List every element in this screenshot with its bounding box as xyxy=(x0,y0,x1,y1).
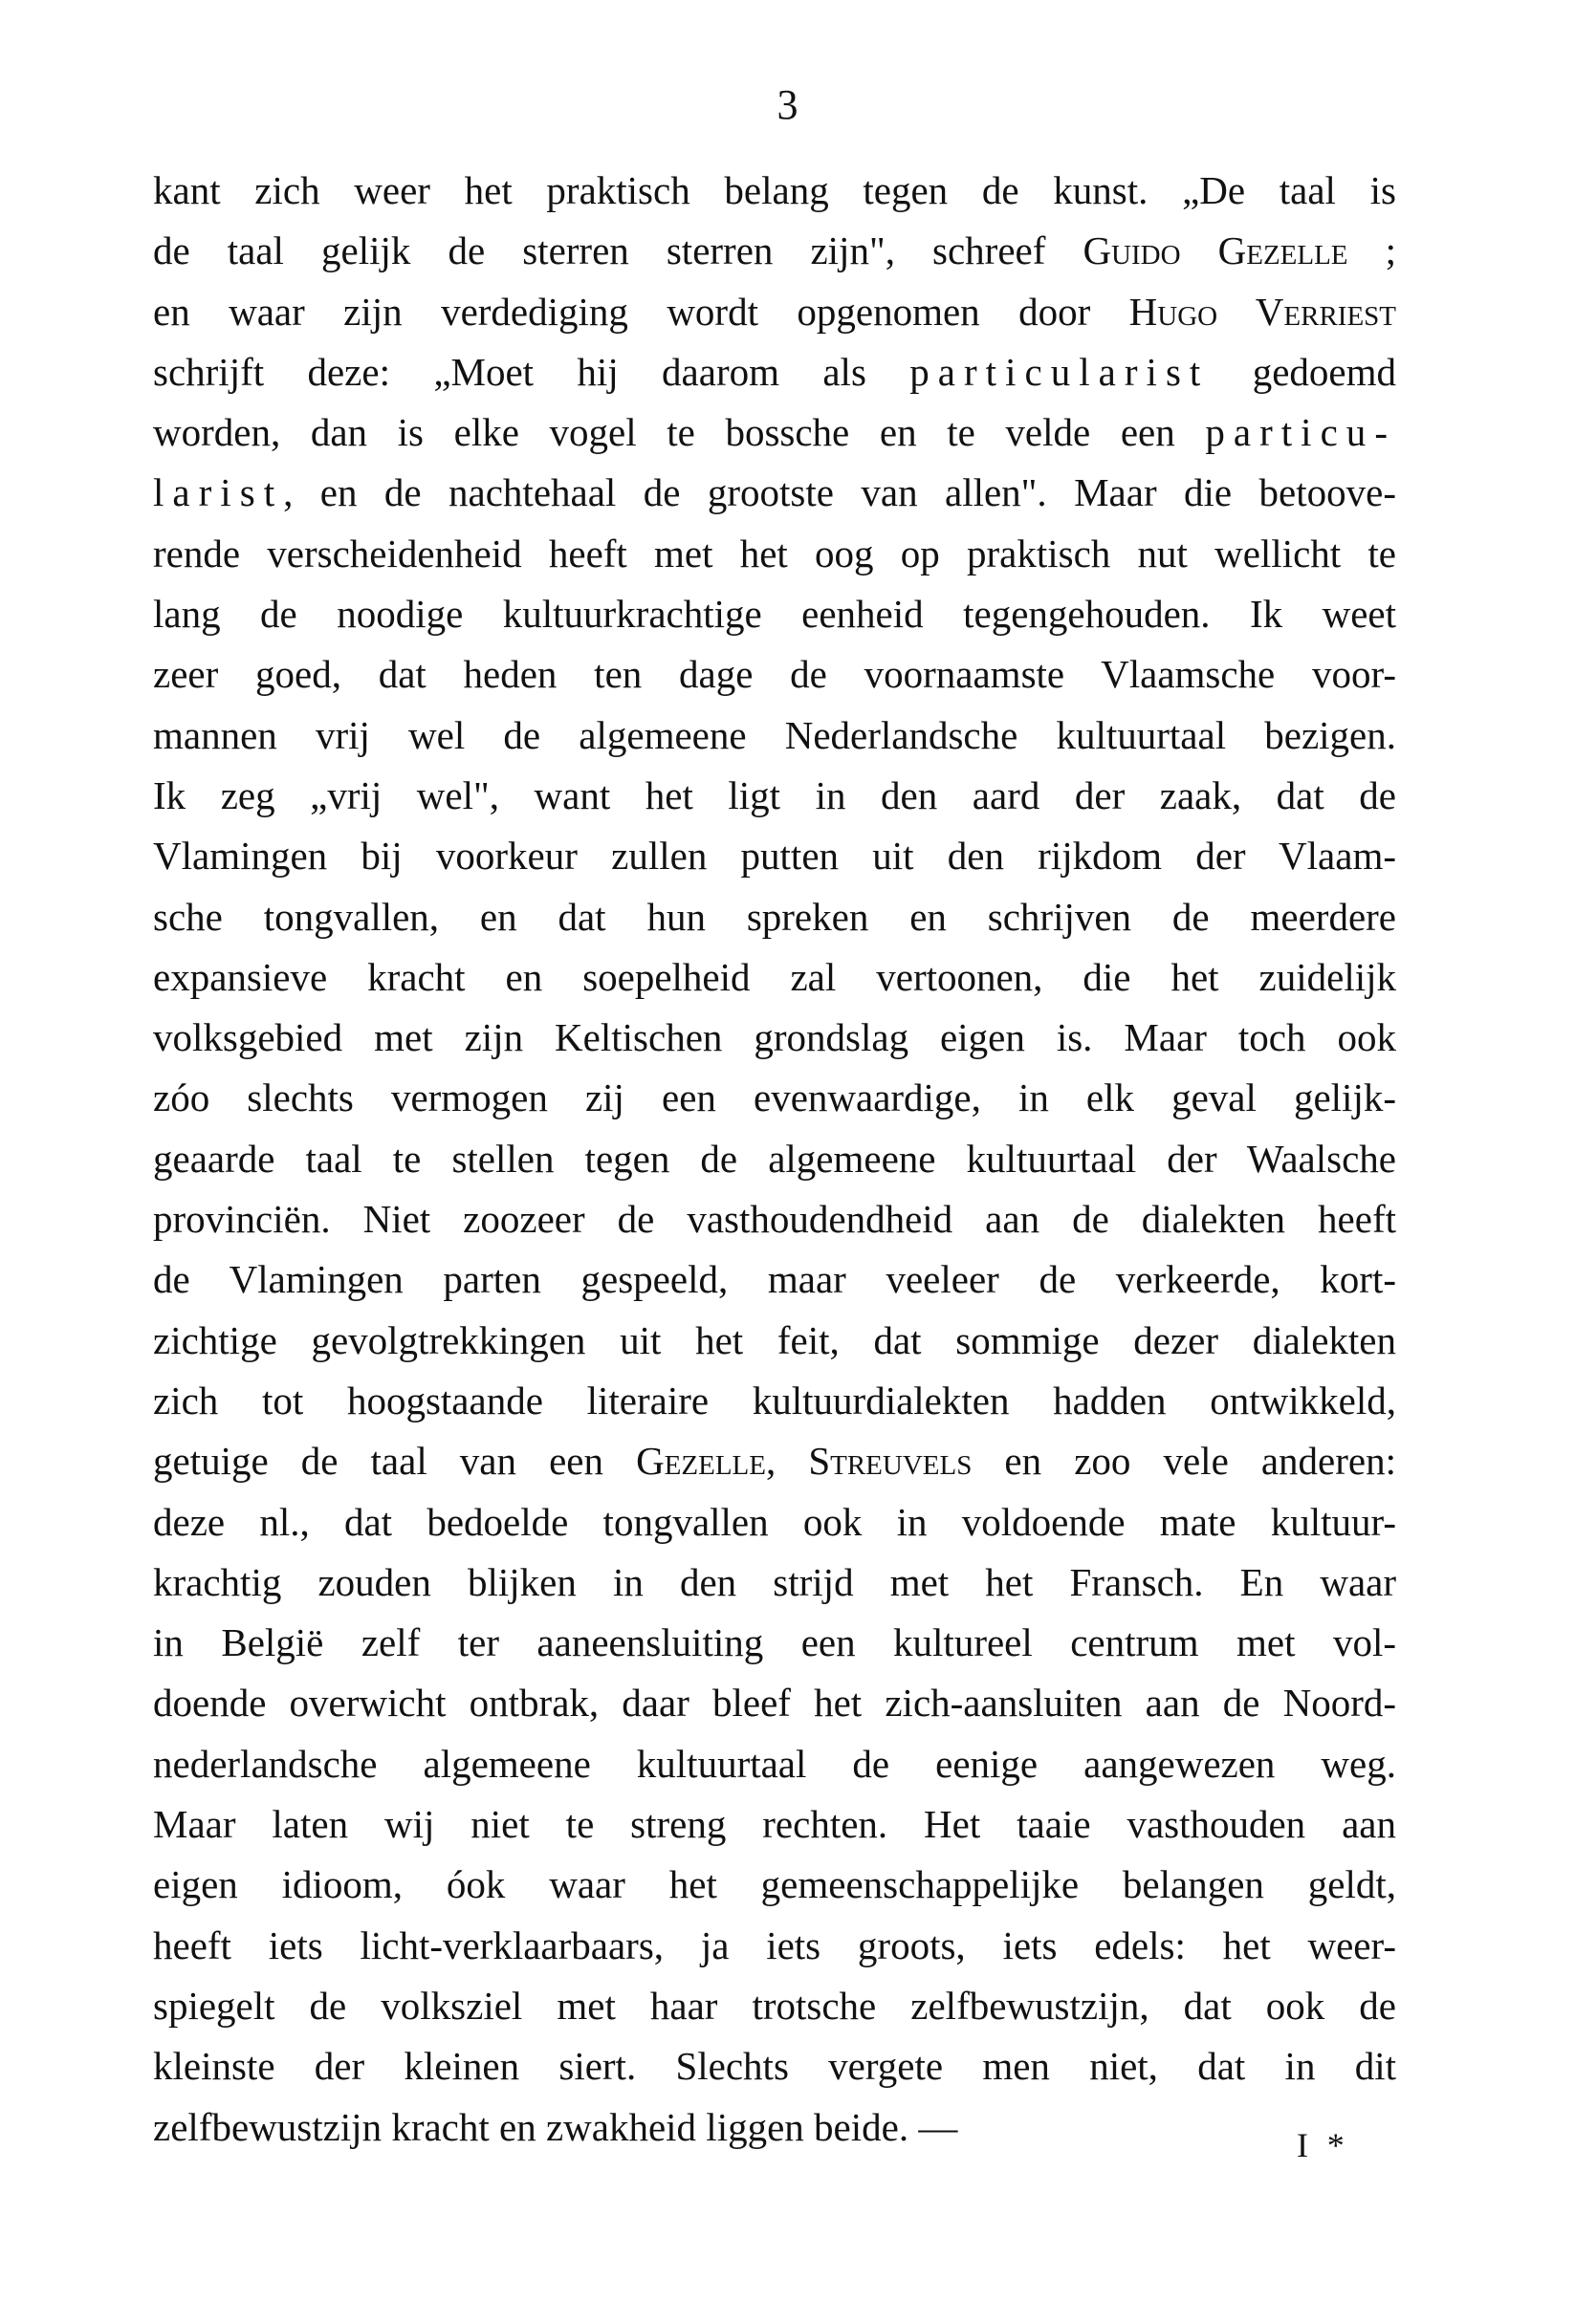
text-line xyxy=(153,887,1396,947)
text-segment: worden, dan is elke vogel te bossche en te velde een xyxy=(153,410,1206,455)
text-line xyxy=(153,1311,1396,1371)
text-line xyxy=(153,282,1396,342)
small-caps-name: Guido Gezelle xyxy=(1083,228,1348,273)
text-line xyxy=(153,1673,1396,1733)
text-segment: getuige de taal van een xyxy=(153,1439,637,1484)
text-segment: nederlandsche algemeene kultuurtaal de eenige aangewezen weg. xyxy=(153,1741,1396,1786)
text-line xyxy=(153,1492,1396,1553)
body-text xyxy=(153,161,1396,2158)
text-segment: provinciën. Niet zoozeer de vasthoudendheid aan de dialekten heeft xyxy=(153,1197,1396,1242)
signature-mark: I * xyxy=(1297,2126,1350,2164)
text-line xyxy=(153,1189,1396,1249)
text-line xyxy=(153,644,1396,705)
text-segment: , en de nachtehaal de grootste van allen". Maar die betoove- xyxy=(283,470,1396,515)
text-line xyxy=(153,1249,1396,1310)
text-line xyxy=(153,706,1396,766)
text-line xyxy=(153,766,1396,826)
text-segment: lang de noodige kultuurkrachtige eenheid tegengehouden. Ik weet xyxy=(153,592,1396,637)
text-segment: eigen idioom, óok waar het gemeenschappelijke belangen geldt, xyxy=(153,1862,1396,1907)
text-segment: krachtig zouden blijken in den strijd met het Fransch. En waar xyxy=(153,1559,1396,1604)
text-segment: de taal gelijk de sterren sterren zijn", schreef xyxy=(153,228,1083,273)
spaced-emphasis: particu- xyxy=(1205,410,1396,455)
text-segment: heeft iets licht-verklaarbaars, ja iets groots, iets edels: het weer- xyxy=(153,1922,1396,1967)
text-segment: gedoemd xyxy=(1209,349,1396,394)
page-number: 3 xyxy=(777,81,798,128)
text-line xyxy=(153,1855,1396,1915)
text-segment: zeer goed, dat heden ten dage de voornaamste Vlaamsche voor- xyxy=(153,652,1396,697)
text-line xyxy=(153,2097,1396,2158)
small-caps-name: Hugo Verriest xyxy=(1128,289,1397,334)
text-segment: sche tongvallen, en dat hun spreken en schrijven de meerdere xyxy=(153,894,1396,939)
text-line xyxy=(153,947,1396,1008)
text-line xyxy=(153,1068,1396,1128)
text-segment: expansieve kracht en soepelheid zal vertoonen, die het zuidelijk xyxy=(153,954,1396,999)
text-line xyxy=(153,584,1396,644)
text-line xyxy=(153,221,1396,281)
text-segment: Maar laten wij niet te streng rechten. Het taaie vasthouden aan xyxy=(153,1802,1396,1847)
text-segment: geaarde taal te stellen tegen de algemeene kultuurtaal der Waalsche xyxy=(153,1136,1396,1181)
small-caps-name: Gezelle xyxy=(636,1439,766,1484)
text-line xyxy=(153,1129,1396,1189)
text-segment: , xyxy=(765,1439,809,1484)
text-line xyxy=(153,1553,1396,1613)
text-segment: kant zich weer het praktisch belang tegen de kunst. „De taal is xyxy=(153,168,1396,212)
text-line xyxy=(153,161,1396,221)
text-segment: en waar zijn verdediging wordt opgenomen door xyxy=(153,289,1129,334)
text-line xyxy=(153,1613,1396,1673)
text-line xyxy=(153,463,1396,523)
text-segment: de Vlamingen parten gespeeld, maar veeleer de verkeerde, kort- xyxy=(153,1257,1396,1302)
text-segment: zelfbewustzijn kracht en zwakheid liggen beide. — xyxy=(153,2104,958,2149)
text-segment: Ik zeg „vrij wel", want het ligt in den aard der zaak, dat de xyxy=(153,772,1396,817)
text-line xyxy=(153,1431,1396,1491)
text-segment: mannen vrij wel de algemeene Nederlandsche kultuurtaal bezigen. xyxy=(153,712,1396,757)
text-segment: zichtige gevolgtrekkingen uit het feit, dat sommige dezer dialekten xyxy=(153,1317,1396,1362)
text-line xyxy=(153,1916,1396,1976)
text-segment: deze nl., dat bedoelde tongvallen ook in voldoende mate kultuur- xyxy=(153,1499,1396,1544)
text-line xyxy=(153,1976,1396,2036)
text-line xyxy=(153,2036,1396,2096)
text-line xyxy=(153,1371,1396,1431)
text-segment: spiegelt de volksziel met haar trotsche zelfbewustzijn, dat ook de xyxy=(153,1983,1396,2028)
text-line xyxy=(153,1734,1396,1794)
text-line xyxy=(153,402,1396,463)
spaced-emphasis: larist xyxy=(153,470,284,515)
text-line xyxy=(153,826,1396,886)
text-line xyxy=(153,1794,1396,1855)
text-segment: en zoo vele anderen: xyxy=(972,1439,1396,1484)
text-segment: volksgebied met zijn Keltischen grondslag eigen is. Maar toch ook xyxy=(153,1015,1396,1060)
text-segment: doende overwicht ontbrak, daar bleef het zich-aansluiten aan de Noord- xyxy=(153,1681,1396,1726)
text-segment: rende verscheidenheid heeft met het oog op praktisch nut wellicht te xyxy=(153,531,1396,576)
text-segment: zich tot hoogstaande literaire kultuurdialekten hadden ontwikkeld, xyxy=(153,1378,1396,1423)
text-segment: ; xyxy=(1347,228,1396,273)
small-caps-name: Streuvels xyxy=(808,1439,973,1484)
spaced-emphasis: particularist xyxy=(909,349,1210,394)
text-segment: zóo slechts vermogen zij een evenwaardige, in elk geval gelijk- xyxy=(153,1075,1396,1120)
text-line xyxy=(153,1008,1396,1068)
text-segment: in België zelf ter aaneensluiting een kultureel centrum met vol- xyxy=(153,1620,1396,1665)
text-line xyxy=(153,342,1396,402)
text-line xyxy=(153,524,1396,584)
text-segment: Vlamingen bij voorkeur zullen putten uit den rijkdom der Vlaam- xyxy=(153,834,1396,879)
text-segment: kleinste der kleinen siert. Slechts vergete men niet, dat in dit xyxy=(153,2044,1396,2089)
text-segment: schrijft deze: „Moet hij daarom als xyxy=(153,349,910,394)
